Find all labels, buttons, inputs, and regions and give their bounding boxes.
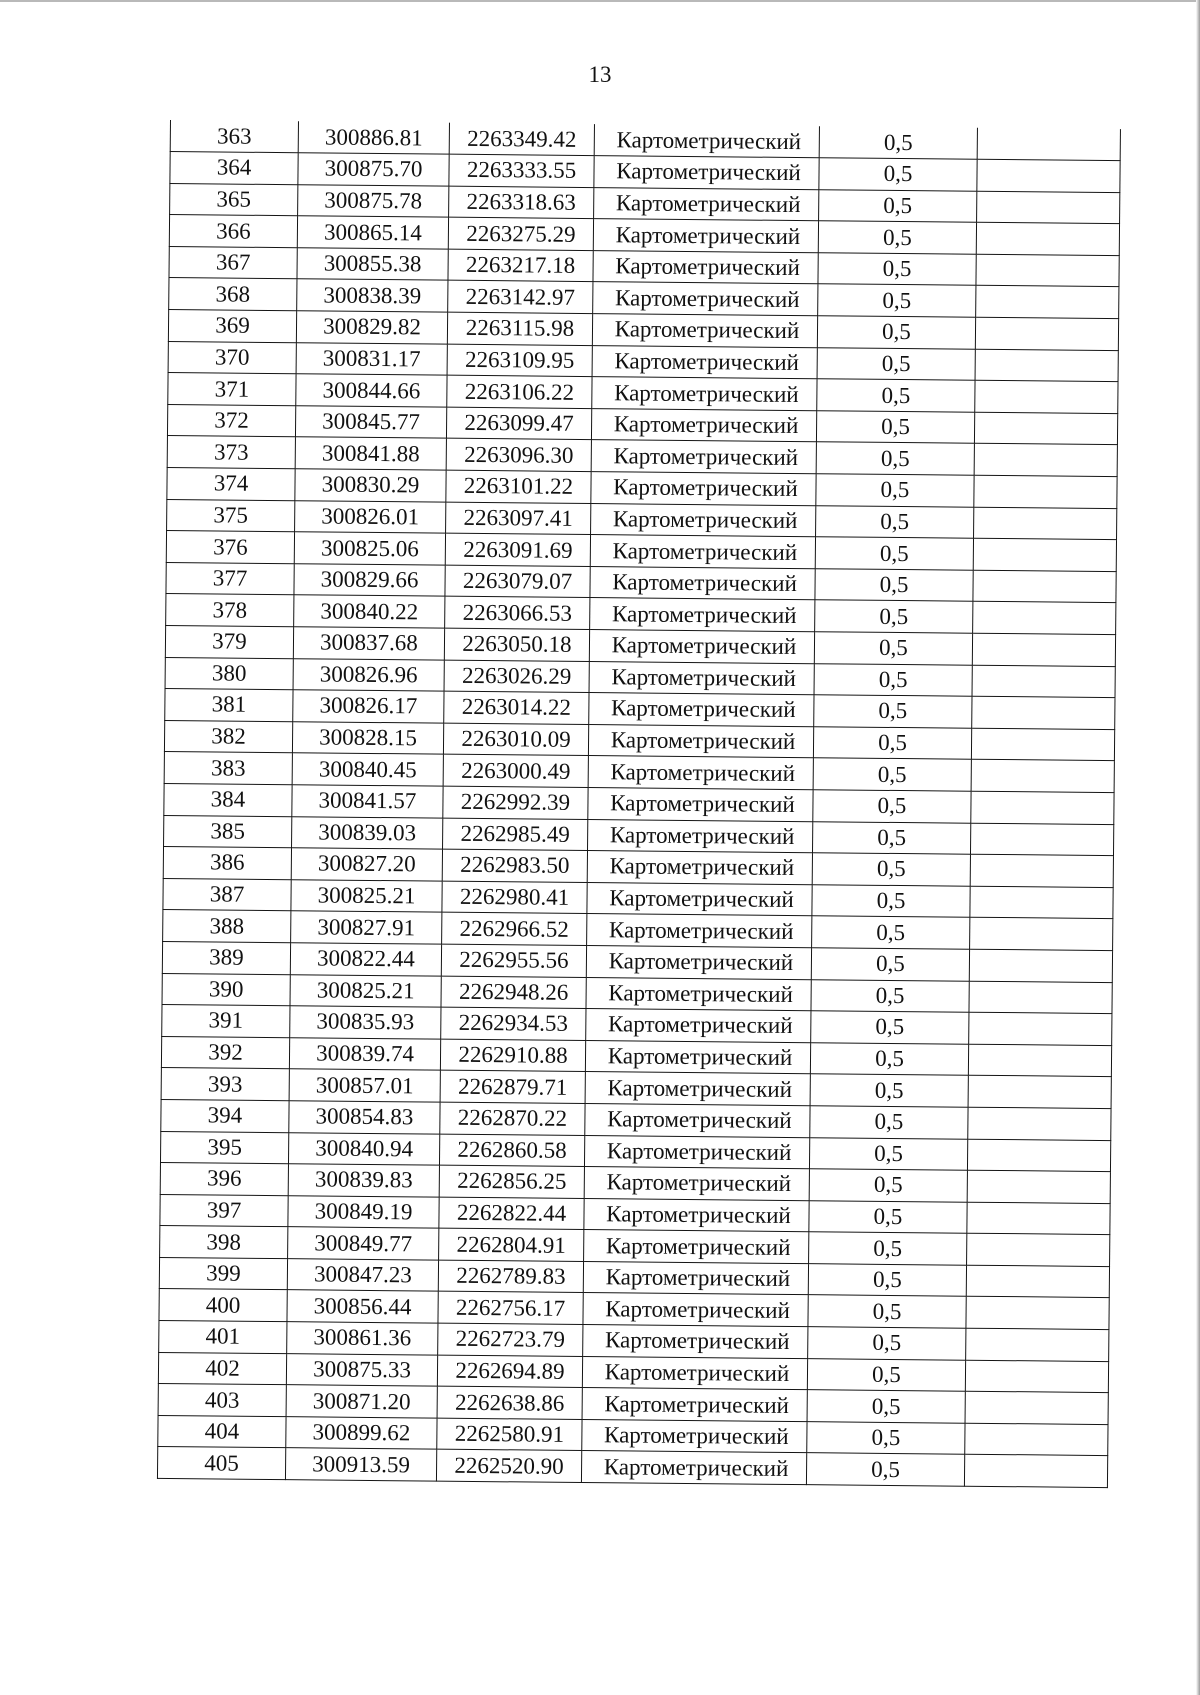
empty-cell [972,633,1115,666]
x-coordinate-cell: 300857.01 [289,1069,440,1102]
accuracy-cell: 0,5 [814,632,972,665]
method-cell: Картометрический [591,440,816,474]
method-cell: Картометрический [588,724,813,758]
empty-cell [965,1423,1108,1456]
y-coordinate-cell: 2263318.63 [449,186,594,219]
accuracy-cell: 0,5 [814,695,972,728]
accuracy-cell: 0,5 [815,537,973,570]
empty-cell [971,728,1114,761]
method-cell: Картометрический [585,1103,810,1137]
method-cell: Картометрический [585,1072,810,1106]
method-cell: Картометрический [583,1293,808,1327]
point-number-cell: 366 [169,215,297,248]
point-number-cell: 393 [161,1068,289,1101]
x-coordinate-cell: 300825.21 [291,879,442,912]
x-coordinate-cell: 300827.91 [291,911,442,944]
method-cell: Картометрический [588,819,813,853]
table-body [157,120,1120,1488]
point-number-cell: 371 [168,373,296,406]
empty-cell [974,475,1117,508]
y-coordinate-cell: 2263106.22 [447,375,592,408]
accuracy-cell: 0,5 [808,1327,966,1360]
x-coordinate-cell: 300838.39 [297,279,448,312]
empty-cell [966,1328,1109,1361]
y-coordinate-cell: 2263275.29 [448,217,593,250]
point-number-cell: 378 [166,594,294,627]
accuracy-cell: 0,5 [807,1358,965,1391]
y-coordinate-cell: 2262983.50 [442,849,587,882]
x-coordinate-cell: 300849.19 [288,1195,439,1228]
accuracy-cell: 0,5 [816,442,974,475]
point-number-cell: 364 [170,152,298,185]
method-cell: Картометрический [587,882,812,916]
method-cell: Картометрический [584,1167,809,1201]
accuracy-cell: 0,5 [812,853,970,886]
accuracy-cell: 0,5 [810,1042,968,1075]
y-coordinate-cell: 2262723.79 [438,1323,583,1356]
x-coordinate-cell: 300841.57 [292,785,443,818]
point-number-cell: 380 [165,657,293,690]
y-coordinate-cell: 2263010.09 [443,723,588,756]
empty-cell [969,981,1112,1014]
y-coordinate-cell: 2263050.18 [444,628,589,661]
method-cell: Картометрический [594,156,819,190]
point-number-cell: 388 [163,910,291,943]
x-coordinate-cell: 300861.36 [287,1322,438,1355]
method-cell: Картометрический [592,345,817,379]
point-number-cell: 381 [165,689,293,722]
point-number-cell: 382 [164,720,292,753]
x-coordinate-cell: 300829.66 [294,564,445,597]
y-coordinate-cell: 2262638.86 [437,1386,582,1419]
y-coordinate-cell: 2262980.41 [442,881,587,914]
y-coordinate-cell: 2262879.71 [440,1070,585,1103]
accuracy-cell: 0,5 [815,600,973,633]
empty-cell [965,1360,1108,1393]
point-number-cell: 400 [159,1289,287,1322]
point-number-cell: 386 [163,847,291,880]
method-cell: Картометрический [586,1009,811,1043]
y-coordinate-cell: 2262520.90 [436,1450,581,1483]
accuracy-cell: 0,5 [809,1200,967,1233]
accuracy-cell: 0,5 [813,726,971,759]
empty-cell [976,254,1119,287]
x-coordinate-cell: 300855.38 [297,248,448,281]
empty-cell [975,317,1118,350]
y-coordinate-cell: 2262910.88 [440,1039,585,1072]
method-cell: Картометрический [594,187,819,221]
method-cell: Картометрический [589,693,814,727]
y-coordinate-cell: 2263349.42 [449,123,594,156]
y-coordinate-cell: 2262580.91 [437,1418,582,1451]
point-number-cell: 370 [168,341,296,374]
empty-cell [967,1202,1110,1235]
method-cell: Картометрический [582,1356,807,1390]
empty-cell [972,665,1115,698]
y-coordinate-cell: 2263091.69 [445,533,590,566]
y-coordinate-cell: 2262804.91 [439,1228,584,1261]
accuracy-cell: 0,5 [812,821,970,854]
point-number-cell: 383 [164,752,292,785]
empty-cell [968,1044,1111,1077]
method-cell: Картометрический [592,314,817,348]
y-coordinate-cell: 2262955.56 [441,944,586,977]
method-cell: Картометрический [591,408,816,442]
x-coordinate-cell: 300827.20 [291,848,442,881]
y-coordinate-cell: 2262856.25 [439,1165,584,1198]
method-cell: Картометрический [589,630,814,664]
empty-cell [970,823,1113,856]
empty-cell [969,1012,1112,1045]
y-coordinate-cell: 2262966.52 [442,912,587,945]
point-number-cell: 372 [167,404,295,437]
accuracy-cell: 0,5 [807,1422,965,1455]
x-coordinate-cell: 300830.29 [295,469,446,502]
method-cell: Картометрический [590,535,815,569]
method-cell: Картометрический [588,788,813,822]
x-coordinate-cell: 300826.96 [293,658,444,691]
coordinates-table [157,120,1121,1488]
method-cell: Картометрический [590,566,815,600]
y-coordinate-cell: 2263000.49 [443,755,588,788]
empty-cell [976,286,1119,319]
empty-cell [976,223,1119,256]
method-cell: Картометрический [584,1198,809,1232]
point-number-cell: 363 [170,120,298,153]
accuracy-cell: 0,5 [813,758,971,791]
point-number-cell: 369 [168,310,296,343]
accuracy-cell: 0,5 [818,221,976,254]
method-cell: Картометрический [591,503,816,537]
point-number-cell: 392 [161,1036,289,1069]
x-coordinate-cell: 300854.83 [289,1101,440,1134]
point-number-cell: 399 [159,1257,287,1290]
method-cell: Картометрический [591,472,816,506]
accuracy-cell: 0,5 [813,790,971,823]
point-number-cell: 398 [160,1226,288,1259]
empty-cell [968,1107,1111,1140]
point-number-cell: 405 [157,1447,285,1480]
accuracy-cell: 0,5 [811,979,969,1012]
method-cell: Картометрический [593,282,818,316]
accuracy-cell: 0,5 [812,884,970,917]
x-coordinate-cell: 300913.59 [285,1448,436,1481]
method-cell: Картометрический [585,1040,810,1074]
x-coordinate-cell: 300825.21 [290,974,441,1007]
empty-cell [974,444,1117,477]
x-coordinate-cell: 300822.44 [290,943,441,976]
y-coordinate-cell: 2263101.22 [446,470,591,503]
point-number-cell: 396 [160,1163,288,1196]
empty-cell [970,918,1113,951]
point-number-cell: 379 [165,625,293,658]
empty-cell [967,1139,1110,1172]
y-coordinate-cell: 2263115.98 [447,312,592,345]
accuracy-cell: 0,5 [817,347,975,380]
y-coordinate-cell: 2263066.53 [445,597,590,630]
method-cell: Картометрический [587,851,812,885]
empty-cell [970,886,1113,919]
accuracy-cell: 0,5 [816,505,974,538]
method-cell: Картометрический [588,756,813,790]
accuracy-cell: 0,5 [818,284,976,317]
empty-cell [969,949,1112,982]
x-coordinate-cell: 300828.15 [292,721,443,754]
y-coordinate-cell: 2263333.55 [449,154,594,187]
x-coordinate-cell: 300875.33 [286,1353,437,1386]
method-cell: Картометрический [594,124,819,158]
x-coordinate-cell: 300840.45 [292,753,443,786]
point-number-cell: 365 [170,183,298,216]
y-coordinate-cell: 2262934.53 [441,1007,586,1040]
accuracy-cell: 0,5 [819,158,977,191]
accuracy-cell: 0,5 [811,948,969,981]
x-coordinate-cell: 300849.77 [288,1227,439,1260]
method-cell: Картометрический [587,914,812,948]
empty-cell [973,602,1116,635]
point-number-cell: 387 [163,878,291,911]
point-number-cell: 402 [158,1352,286,1385]
point-number-cell: 375 [167,499,295,532]
accuracy-cell: 0,5 [811,1011,969,1044]
accuracy-cell: 0,5 [816,411,974,444]
x-coordinate-cell: 300847.23 [287,1259,438,1292]
x-coordinate-cell: 300845.77 [295,406,446,439]
accuracy-cell: 0,5 [812,916,970,949]
x-coordinate-cell: 300839.83 [288,1164,439,1197]
x-coordinate-cell: 300875.78 [298,184,449,217]
accuracy-cell: 0,5 [814,663,972,696]
point-number-cell: 395 [160,1131,288,1164]
x-coordinate-cell: 300831.17 [296,342,447,375]
page-number: 13 [588,62,612,87]
empty-cell [975,349,1118,382]
accuracy-cell: 0,5 [816,474,974,507]
empty-cell [972,696,1115,729]
accuracy-cell: 0,5 [808,1295,966,1328]
method-cell: Картометрический [586,977,811,1011]
y-coordinate-cell: 2263217.18 [448,249,593,282]
point-number-cell: 394 [161,1099,289,1132]
y-coordinate-cell: 2263096.30 [446,439,591,472]
y-coordinate-cell: 2263097.41 [446,502,591,535]
point-number-cell: 376 [166,531,294,564]
x-coordinate-cell: 300841.88 [295,437,446,470]
empty-cell [977,128,1120,161]
accuracy-cell: 0,5 [817,316,975,349]
accuracy-cell: 0,5 [818,253,976,286]
point-number-cell: 390 [162,973,290,1006]
x-coordinate-cell: 300839.03 [292,816,443,849]
point-number-cell: 404 [158,1415,286,1448]
empty-cell [973,538,1116,571]
point-number-cell: 374 [167,468,295,501]
y-coordinate-cell: 2263142.97 [448,281,593,314]
empty-cell [964,1455,1107,1488]
method-cell: Картометрический [584,1135,809,1169]
method-cell: Картометрический [592,377,817,411]
x-coordinate-cell: 300825.06 [294,532,445,565]
point-number-cell: 373 [167,436,295,469]
empty-cell [967,1233,1110,1266]
y-coordinate-cell: 2263099.47 [446,407,591,440]
y-coordinate-cell: 2262694.89 [437,1355,582,1388]
point-number-cell: 367 [169,246,297,279]
empty-cell [967,1170,1110,1203]
point-number-cell: 397 [160,1194,288,1227]
method-cell: Картометрический [583,1325,808,1359]
y-coordinate-cell: 2262860.58 [439,1134,584,1167]
empty-cell [971,791,1114,824]
scan-right-edge [1196,0,1200,1695]
x-coordinate-cell: 300826.01 [295,500,446,533]
point-number-cell: 389 [162,941,290,974]
x-coordinate-cell: 300826.17 [293,690,444,723]
accuracy-cell: 0,5 [808,1264,966,1297]
y-coordinate-cell: 2263026.29 [444,660,589,693]
scan-top-edge [0,0,1200,2]
accuracy-cell: 0,5 [819,189,977,222]
y-coordinate-cell: 2263014.22 [444,691,589,724]
accuracy-cell: 0,5 [815,569,973,602]
y-coordinate-cell: 2262822.44 [439,1197,584,1230]
point-number-cell: 401 [159,1321,287,1354]
method-cell: Картометрический [583,1261,808,1295]
x-coordinate-cell: 300886.81 [298,121,449,154]
empty-cell [970,854,1113,887]
point-number-cell: 384 [164,783,292,816]
y-coordinate-cell: 2262992.39 [443,786,588,819]
x-coordinate-cell: 300840.94 [288,1132,439,1165]
x-coordinate-cell: 300837.68 [293,627,444,660]
method-cell: Картометрический [582,1419,807,1453]
method-cell: Картометрический [586,945,811,979]
x-coordinate-cell: 300829.82 [296,311,447,344]
accuracy-cell: 0,5 [806,1453,964,1486]
y-coordinate-cell: 2262985.49 [443,818,588,851]
empty-cell [966,1265,1109,1298]
x-coordinate-cell: 300871.20 [286,1385,437,1418]
empty-cell [965,1391,1108,1424]
accuracy-cell: 0,5 [807,1390,965,1423]
method-cell: Картометрический [581,1451,806,1485]
empty-cell [973,570,1116,603]
point-number-cell: 368 [169,278,297,311]
y-coordinate-cell: 2262870.22 [440,1102,585,1135]
x-coordinate-cell: 300875.70 [298,153,449,186]
accuracy-cell: 0,5 [809,1232,967,1265]
method-cell: Картометрический [589,661,814,695]
empty-cell [977,191,1120,224]
empty-cell [975,380,1118,413]
method-cell: Картометрический [582,1388,807,1422]
accuracy-cell: 0,5 [810,1106,968,1139]
x-coordinate-cell: 300835.93 [290,1006,441,1039]
method-cell: Картометрический [590,598,815,632]
y-coordinate-cell: 2263079.07 [445,565,590,598]
y-coordinate-cell: 2263109.95 [447,344,592,377]
y-coordinate-cell: 2262756.17 [438,1292,583,1325]
empty-cell [974,412,1117,445]
y-coordinate-cell: 2262789.83 [438,1260,583,1293]
x-coordinate-cell: 300839.74 [289,1037,440,1070]
empty-cell [968,1076,1111,1109]
x-coordinate-cell: 300899.62 [286,1417,437,1450]
method-cell: Картометрический [593,219,818,253]
accuracy-cell: 0,5 [809,1169,967,1202]
accuracy-cell: 0,5 [819,126,977,159]
point-number-cell: 377 [166,562,294,595]
empty-cell [977,159,1120,192]
point-number-cell: 403 [158,1384,286,1417]
x-coordinate-cell: 300844.66 [296,374,447,407]
accuracy-cell: 0,5 [817,379,975,412]
method-cell: Картометрический [584,1230,809,1264]
x-coordinate-cell: 300856.44 [287,1290,438,1323]
point-number-cell: 385 [164,815,292,848]
x-coordinate-cell: 300840.22 [294,595,445,628]
point-number-cell: 391 [162,1005,290,1038]
x-coordinate-cell: 300865.14 [297,216,448,249]
y-coordinate-cell: 2262948.26 [441,976,586,1009]
accuracy-cell: 0,5 [809,1137,967,1170]
empty-cell [971,760,1114,793]
empty-cell [966,1297,1109,1330]
empty-cell [974,507,1117,540]
method-cell: Картометрический [593,250,818,284]
accuracy-cell: 0,5 [810,1074,968,1107]
